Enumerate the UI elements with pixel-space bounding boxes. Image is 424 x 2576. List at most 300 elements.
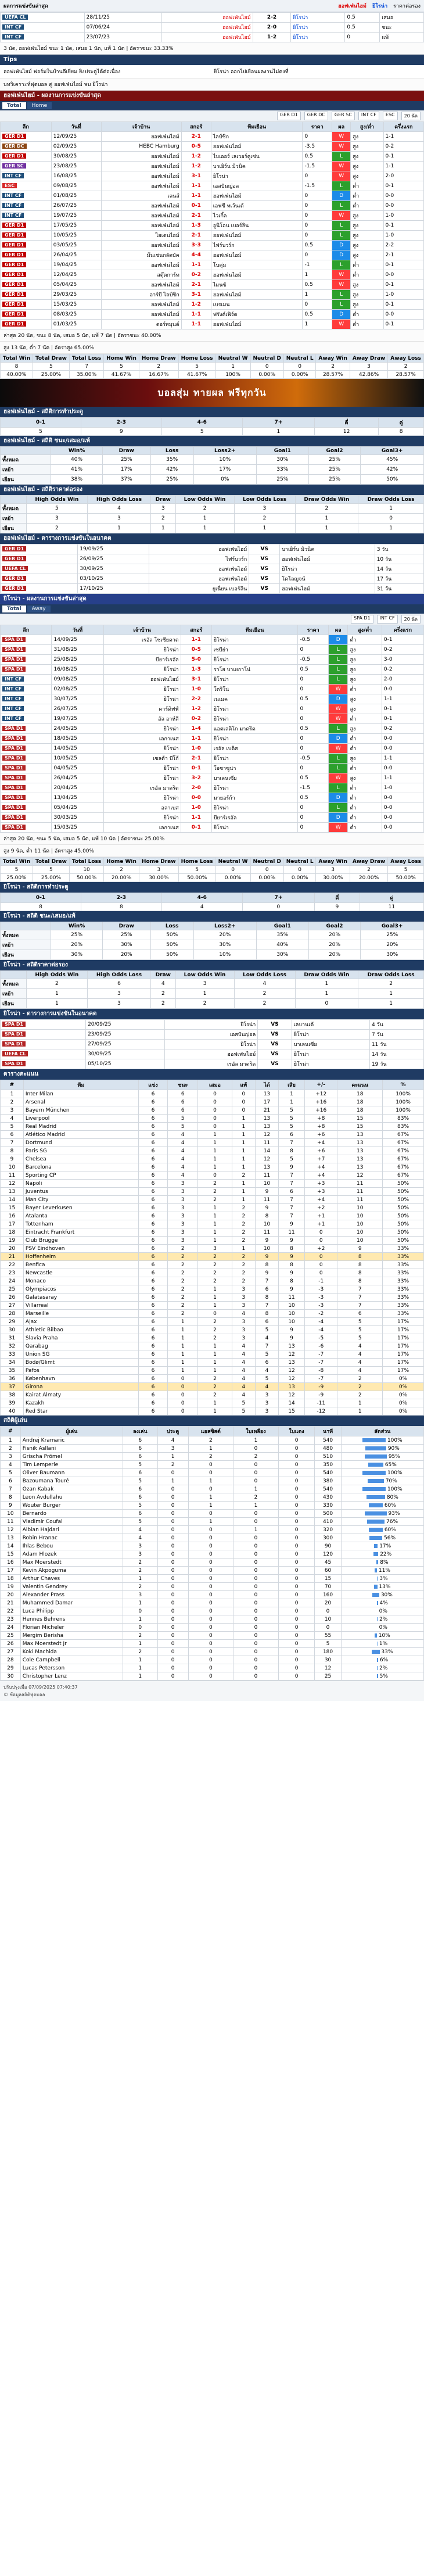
column-header: Away Loss bbox=[388, 858, 424, 866]
player-stat: 2 bbox=[233, 1453, 279, 1461]
player-name[interactable]: Valentin Gendrey bbox=[20, 1583, 123, 1591]
home-team[interactable]: เรอัล มาดริด bbox=[103, 783, 181, 793]
score: 0-2 bbox=[181, 714, 211, 724]
team-name[interactable]: Real Madrid bbox=[23, 1123, 138, 1131]
home-team[interactable]: อลาเบส bbox=[103, 803, 181, 813]
home-team[interactable]: เซลต้า บีโก้ bbox=[103, 754, 181, 764]
standings-cell: 7 bbox=[337, 1302, 383, 1310]
standings-row bbox=[1, 1123, 424, 1131]
tab-total[interactable]: Total bbox=[2, 102, 26, 109]
standings-cell: 2 bbox=[198, 1326, 232, 1334]
player-row bbox=[1, 1591, 424, 1599]
away-team[interactable]: โอซาซูน่า bbox=[211, 764, 298, 773]
standings-cell: 9 bbox=[256, 1188, 279, 1196]
filter-chip[interactable]: 20 นัด bbox=[401, 615, 421, 624]
team-name[interactable]: Bayern München bbox=[23, 1106, 138, 1115]
away-team[interactable]: บียาร์เรอัล bbox=[211, 813, 298, 823]
days-left: 31 วัน bbox=[375, 584, 423, 594]
away-team[interactable]: ไมนซ์ bbox=[211, 280, 303, 290]
team-name[interactable]: Arsenal bbox=[23, 1098, 138, 1106]
player-name[interactable]: Andrej Kramaric bbox=[20, 1436, 123, 1445]
team-name[interactable]: Athletic Bilbao bbox=[23, 1326, 138, 1334]
standings-cell: 5 bbox=[232, 1399, 256, 1407]
team-name[interactable]: Kairat Almaty bbox=[23, 1391, 138, 1399]
half-time: 0-1 bbox=[383, 320, 423, 329]
total-value: 0 bbox=[283, 363, 316, 371]
home-team[interactable]: ฮอฟเฟ่นไฮม์ bbox=[101, 221, 181, 231]
over-under: ต่ำ bbox=[348, 793, 382, 803]
home-team[interactable]: ฮอฟเฟ่นไฮม์ bbox=[149, 564, 249, 574]
away-team[interactable]: ยิโรน่า bbox=[211, 675, 298, 685]
home-team[interactable]: ฮอฟเฟ่นไฮม์ bbox=[101, 310, 181, 320]
away-team[interactable]: ยิโรน่า bbox=[292, 1030, 369, 1040]
team-name[interactable]: Paris SG bbox=[23, 1147, 138, 1155]
home-wdl-table bbox=[0, 446, 424, 485]
home-team[interactable]: ฮอฟเฟ่นไฮม์ bbox=[149, 574, 249, 584]
home-team[interactable]: อัล อาห์ลี bbox=[103, 714, 181, 724]
team-name[interactable]: Chelsea bbox=[23, 1155, 138, 1163]
standings-cell: 1 bbox=[198, 1359, 232, 1367]
home-team[interactable]: ฮอฟเฟ่นไฮม์ bbox=[149, 544, 249, 554]
away-team[interactable]: ยิโรน่า bbox=[211, 734, 298, 744]
away-team[interactable]: ฮอฟเฟ่นไฮม์ bbox=[211, 191, 303, 201]
player-name[interactable]: Vladimír Coufal bbox=[20, 1518, 123, 1526]
player-stat: 3 bbox=[157, 1445, 188, 1453]
fixture-date: 05/10/25 bbox=[86, 1059, 165, 1069]
away-team[interactable]: โบคุ่ม bbox=[211, 260, 303, 270]
filter-chip[interactable]: GER D1 bbox=[277, 112, 301, 120]
away-team[interactable]: เอสปันญ่อล bbox=[211, 181, 303, 191]
handicap: 0.5 bbox=[298, 773, 329, 783]
match-row bbox=[1, 152, 424, 162]
away-team[interactable]: ฮอฟเฟ่นไฮม์ bbox=[211, 142, 303, 152]
usage-pct: 8% bbox=[378, 1559, 389, 1565]
away-team[interactable]: ยิโรน่า bbox=[211, 704, 298, 714]
home-team[interactable]: ฮอฟเฟ่นไฮม์ bbox=[101, 201, 181, 211]
home-team[interactable]: เลกาเนส bbox=[103, 823, 181, 833]
home-team[interactable]: ยิโรน่า bbox=[103, 813, 181, 823]
league-badge: GER D1 bbox=[2, 134, 26, 139]
team-name[interactable]: Bodø/Glimt bbox=[23, 1359, 138, 1367]
usage-bar bbox=[365, 1511, 386, 1515]
league-cell bbox=[1, 241, 52, 250]
filter-chip[interactable]: GER DC bbox=[304, 112, 328, 120]
home-team[interactable]: HEBC Hamburg bbox=[101, 142, 181, 152]
team-name[interactable]: Slavia Praha bbox=[23, 1334, 138, 1342]
home-team[interactable]: ฮอฟเฟ่นไฮม์ bbox=[101, 300, 181, 310]
fixture-date: 20/09/25 bbox=[86, 1020, 165, 1030]
away-team[interactable]: ไลป์ซิก bbox=[211, 132, 303, 142]
home-team[interactable]: ยิโรน่า bbox=[103, 764, 181, 773]
stat-value: 3 bbox=[87, 514, 150, 524]
league-cell bbox=[1, 704, 52, 714]
team-name[interactable]: Girona bbox=[23, 1383, 138, 1391]
tab-away[interactable]: Away bbox=[27, 606, 51, 612]
team-name[interactable]: Sporting CP bbox=[23, 1171, 138, 1180]
away-team[interactable]: ยิโรน่า bbox=[291, 23, 345, 33]
league-cell bbox=[1, 635, 52, 645]
away-team[interactable]: ยิโรน่า bbox=[211, 823, 298, 833]
team-name[interactable]: Atlético Madrid bbox=[23, 1131, 138, 1139]
away-team[interactable]: ยิโรน่า bbox=[211, 655, 298, 665]
home-team[interactable]: ฮอฟเฟ่นไฮม์ bbox=[161, 23, 253, 33]
standings-cell: 3 bbox=[256, 1407, 279, 1416]
standings-cell: 1 bbox=[232, 1163, 256, 1171]
home-team[interactable]: ดอร์ทมุนด์ bbox=[101, 320, 181, 329]
away-team[interactable]: บาเลนเซีย bbox=[211, 773, 298, 783]
half-time: 0-1 bbox=[382, 714, 423, 724]
home-team[interactable]: ฮอฟเฟ่นไฮม์ bbox=[101, 162, 181, 171]
player-name[interactable]: Christopher Lenz bbox=[20, 1672, 123, 1681]
player-name[interactable]: Koki Machida bbox=[20, 1648, 123, 1656]
usage-cell bbox=[341, 1493, 423, 1502]
home-team[interactable]: อาร์บี ไลป์ซิก bbox=[101, 290, 181, 300]
away-team[interactable]: ยิโรน่า bbox=[292, 1049, 369, 1059]
player-stat: 0 bbox=[188, 1591, 233, 1599]
filter-chip[interactable]: INT CF bbox=[358, 112, 379, 120]
away-team[interactable]: ไวเกิ้ล bbox=[211, 211, 303, 221]
team-name[interactable]: Club Brugge bbox=[23, 1237, 138, 1245]
home-team[interactable]: เอสปันญ่อล bbox=[164, 1030, 258, 1040]
away-team[interactable]: เอฟซี ทเว้นเต้ bbox=[211, 201, 303, 211]
team-name[interactable]: Tottenham bbox=[23, 1220, 138, 1228]
player-name[interactable]: Hennes Behrens bbox=[20, 1615, 123, 1624]
stat-value: 50% bbox=[150, 950, 193, 960]
team-name[interactable]: Man City bbox=[23, 1196, 138, 1204]
away-team[interactable]: ฮอฟเฟ่นไฮม์ bbox=[211, 320, 303, 329]
column-header: สูง/ต่ำ bbox=[348, 625, 382, 635]
total-value: 0 bbox=[250, 866, 283, 874]
match-date: 16/08/25 bbox=[51, 171, 101, 181]
player-name[interactable]: Robin Hranac bbox=[20, 1534, 123, 1542]
filter-chip[interactable]: SPA D1 bbox=[351, 615, 373, 624]
home-team[interactable]: ฮอฟเฟ่นไฮม์ bbox=[101, 260, 181, 270]
stat-row bbox=[1, 950, 424, 960]
team-name[interactable]: Dortmund bbox=[23, 1139, 138, 1147]
standings-cell: 7 bbox=[279, 1139, 305, 1147]
half-time: 1-1 bbox=[383, 132, 423, 142]
team-name[interactable]: Marseille bbox=[23, 1310, 138, 1318]
promo-banner[interactable] bbox=[0, 379, 424, 407]
team-name[interactable]: Hoffenheim bbox=[23, 1253, 138, 1261]
handicap: 0 bbox=[303, 211, 332, 221]
away-team[interactable]: เบรเมน bbox=[211, 300, 303, 310]
home-team[interactable]: ยิโรน่า bbox=[164, 1040, 258, 1049]
player-name[interactable]: Leon Avdullahu bbox=[20, 1493, 123, 1502]
stat-row bbox=[1, 930, 424, 940]
team-name[interactable]: Villarreal bbox=[23, 1302, 138, 1310]
tab-total-away[interactable]: Total bbox=[2, 606, 26, 612]
column-header: Draw bbox=[102, 447, 150, 455]
away-team[interactable]: ฮอฟเฟ่นไฮม์ bbox=[280, 554, 375, 564]
standings-cell: 23 bbox=[1, 1269, 24, 1277]
home-team[interactable]: ยิโรน่า bbox=[103, 645, 181, 655]
away-team[interactable]: โตริโน่ bbox=[211, 685, 298, 694]
usage-cell bbox=[341, 1607, 423, 1615]
player-row bbox=[1, 1469, 424, 1477]
away-team[interactable]: ยิโรน่า bbox=[280, 564, 375, 574]
team-name[interactable]: Qarabag bbox=[23, 1342, 138, 1350]
player-stat: 0 bbox=[157, 1542, 188, 1550]
away-team[interactable]: ยิโรน่า bbox=[211, 714, 298, 724]
match-date: 08/03/25 bbox=[51, 310, 101, 320]
player-name[interactable]: Wouter Burger bbox=[20, 1502, 123, 1510]
standings-cell: 11 bbox=[337, 1196, 383, 1204]
home-team[interactable]: ฮอฟเฟ่นไฮม์ bbox=[101, 211, 181, 221]
team-name[interactable]: Union SG bbox=[23, 1350, 138, 1359]
team-name[interactable]: Napoli bbox=[23, 1180, 138, 1188]
home-team[interactable]: ยิโรน่า bbox=[103, 724, 181, 734]
home-team[interactable]: ยิโรน่า bbox=[103, 744, 181, 754]
standings-cell: 14 bbox=[279, 1399, 305, 1407]
home-team[interactable]: ยิโรน่า bbox=[103, 685, 181, 694]
away-team[interactable]: ฮอฟเฟ่นไฮม์ bbox=[211, 231, 303, 241]
away-team[interactable]: ฮอฟเฟ่นไฮม์ bbox=[211, 270, 303, 280]
team-name[interactable]: Inter Milan bbox=[23, 1090, 138, 1098]
player-stat: 45 bbox=[315, 1559, 341, 1567]
standings-cell: 2 bbox=[168, 1294, 198, 1302]
player-name[interactable]: Cole Campbell bbox=[20, 1656, 123, 1664]
away-team[interactable]: บาเลนเซีย bbox=[292, 1040, 369, 1049]
player-name[interactable]: Kevin Akpoguma bbox=[20, 1567, 123, 1575]
standings-cell: 9 bbox=[279, 1334, 305, 1342]
home-team[interactable]: ฮอฟเฟ่นไฮม์ bbox=[161, 33, 253, 42]
goal-value: 8 bbox=[81, 903, 161, 911]
over-under: ต่ำ bbox=[348, 714, 382, 724]
standings-cell: 0 bbox=[232, 1098, 256, 1106]
player-name[interactable]: Fisnik Asllani bbox=[20, 1445, 123, 1453]
away-team[interactable]: ยิโรน่า bbox=[211, 783, 298, 793]
team-name[interactable]: Olympiacos bbox=[23, 1285, 138, 1294]
league-cell bbox=[1, 231, 52, 241]
team-name[interactable]: København bbox=[23, 1375, 138, 1383]
player-name[interactable]: Max Moerstedt Jr bbox=[20, 1640, 123, 1648]
home-team[interactable]: ยิโรน่า bbox=[103, 773, 181, 783]
home-team[interactable]: ฮอฟเฟ่นไฮม์ bbox=[101, 171, 181, 181]
away-odds-table bbox=[0, 970, 424, 1009]
home-team[interactable]: เรอัล มาดริด bbox=[164, 1059, 258, 1069]
standings-cell: 50% bbox=[383, 1228, 424, 1237]
player-name[interactable]: Tim Lemperle bbox=[20, 1461, 123, 1469]
standings-cell: 4 bbox=[337, 1359, 383, 1367]
home-team[interactable]: ยิโรน่า bbox=[103, 665, 181, 675]
player-name[interactable]: Max Moerstedt bbox=[20, 1559, 123, 1567]
team-name[interactable]: Red Star bbox=[23, 1407, 138, 1416]
away-team[interactable]: เซบีย่า bbox=[211, 645, 298, 655]
team-name[interactable]: Barcelona bbox=[23, 1163, 138, 1171]
standings-cell: 6 bbox=[138, 1285, 168, 1294]
player-stat: 0 bbox=[157, 1534, 188, 1542]
home-team[interactable]: ฮอฟเฟ่นไฮม์ bbox=[161, 13, 253, 23]
away-team[interactable]: มายอร์ก้า bbox=[211, 793, 298, 803]
player-name[interactable]: Florian Micheler bbox=[20, 1624, 123, 1632]
team-name[interactable]: Pafos bbox=[23, 1367, 138, 1375]
player-name[interactable]: Luca Philipp bbox=[20, 1607, 123, 1615]
away-team[interactable]: แอตเลติโก มาดริด bbox=[211, 724, 298, 734]
team-name[interactable]: Kazakh bbox=[23, 1399, 138, 1407]
home-team[interactable]: เรอัล โซเซียดาด bbox=[103, 635, 181, 645]
tab-home[interactable]: Home bbox=[27, 102, 52, 109]
match-row bbox=[1, 171, 424, 181]
player-stat: 22 bbox=[1, 1607, 21, 1615]
match-date: 13/04/25 bbox=[52, 793, 103, 803]
home-team[interactable]: ฮอฟเฟ่นไฮม์ bbox=[101, 280, 181, 290]
home-team[interactable]: มึนเช่นกลัดบัค bbox=[101, 250, 181, 260]
home-team[interactable]: ยิโรน่า bbox=[103, 793, 181, 803]
away-team[interactable]: ฟรังค์เฟิร์ต bbox=[211, 310, 303, 320]
player-name[interactable]: Adam Hlozek bbox=[20, 1550, 123, 1559]
away-team[interactable]: ยิโรน่า bbox=[291, 33, 345, 42]
result-badge: D bbox=[329, 734, 348, 744]
result-badge: L bbox=[329, 783, 348, 793]
home-team[interactable]: ไฮเดนไฮม์ bbox=[101, 231, 181, 241]
player-stat: 0 bbox=[157, 1469, 188, 1477]
player-name[interactable]: Mergim Berisha bbox=[20, 1632, 123, 1640]
player-stat: 11 bbox=[1, 1518, 21, 1526]
player-stat: 0 bbox=[188, 1599, 233, 1607]
player-name[interactable]: Muhammed Damar bbox=[20, 1599, 123, 1607]
player-stat: 0 bbox=[188, 1615, 233, 1624]
home-team[interactable]: ฮอฟเฟ่นไฮม์ bbox=[101, 241, 181, 250]
home-team[interactable]: ยิโรน่า bbox=[164, 1020, 258, 1030]
standings-cell: 12 bbox=[279, 1375, 305, 1383]
team-name[interactable]: Ajax bbox=[23, 1318, 138, 1326]
filter-chip[interactable]: INT CF bbox=[377, 615, 398, 624]
standings-cell: 12 bbox=[337, 1171, 383, 1180]
away-team[interactable]: บาเยิร์น มิวนิค bbox=[211, 162, 303, 171]
home-team[interactable]: ไฟร์บวร์ก bbox=[149, 554, 249, 564]
player-name[interactable]: Bernardo bbox=[20, 1510, 123, 1518]
standings-cell: 10 bbox=[337, 1237, 383, 1245]
player-stat: 16 bbox=[1, 1559, 21, 1567]
team-name[interactable]: Bayer Leverkusen bbox=[23, 1204, 138, 1212]
team-name[interactable]: Atalanta bbox=[23, 1212, 138, 1220]
home-team[interactable]: ยูเนี่ยน เบอร์ลิน bbox=[149, 584, 249, 594]
player-name[interactable]: Lucas Petersson bbox=[20, 1664, 123, 1672]
match-date: 07/06/24 bbox=[84, 23, 161, 33]
standings-cell: 1 bbox=[279, 1098, 305, 1106]
standings-cell: 2 bbox=[337, 1375, 383, 1383]
total-pct: 42.86% bbox=[350, 371, 387, 379]
player-row bbox=[1, 1542, 424, 1550]
league-cell bbox=[1, 260, 52, 270]
away-team[interactable]: ไบเออร์ เลเวอร์คูเซ่น bbox=[211, 152, 303, 162]
result-badge: D bbox=[332, 310, 351, 320]
home-team[interactable]: ฮอฟเฟ่นไฮม์ bbox=[101, 181, 181, 191]
away-team[interactable]: ยิโรน่า bbox=[292, 1059, 369, 1069]
away-team[interactable]: โคโลญจน์ bbox=[280, 574, 375, 584]
column-header: ราคา bbox=[298, 625, 329, 635]
league-cell bbox=[1, 734, 52, 744]
away-team[interactable]: ราโย บาเยกาโน่ bbox=[211, 665, 298, 675]
player-name[interactable]: Bazoumana Touré bbox=[20, 1477, 123, 1485]
standings-cell: 4 bbox=[232, 1391, 256, 1399]
player-name[interactable]: Arthur Chaves bbox=[20, 1575, 123, 1583]
column-header: Neutral L bbox=[283, 354, 316, 363]
home-team[interactable]: เลกาเนส bbox=[103, 734, 181, 744]
away-team[interactable]: ฮอฟเฟ่นไฮม์ bbox=[211, 290, 303, 300]
usage-cell bbox=[341, 1672, 423, 1681]
player-name[interactable]: Ozan Kabak bbox=[20, 1485, 123, 1493]
player-name[interactable]: Ihlas Bebou bbox=[20, 1542, 123, 1550]
standings-cell: 11 bbox=[256, 1171, 279, 1180]
away-team[interactable]: ยิโรน่า bbox=[211, 635, 298, 645]
home-team[interactable]: ยิโรน่า bbox=[103, 694, 181, 704]
stat-value: 4 bbox=[151, 979, 176, 989]
standings-cell: 100% bbox=[383, 1098, 424, 1106]
away-team[interactable]: ยิโรน่า bbox=[291, 13, 345, 23]
away-team[interactable]: ยิโรน่า bbox=[211, 171, 303, 181]
away-team[interactable]: ยิโรน่า bbox=[211, 754, 298, 764]
away-team[interactable]: ฮอฟเฟ่นไฮม์ bbox=[211, 250, 303, 260]
team-name[interactable]: Liverpool bbox=[23, 1115, 138, 1123]
usage-pct: 13% bbox=[377, 1583, 391, 1590]
filter-chip[interactable]: 20 นัด bbox=[401, 112, 421, 120]
home-team[interactable]: เลนส์ bbox=[101, 191, 181, 201]
away-team[interactable]: บาเยิร์น มิวนิค bbox=[280, 544, 375, 554]
player-name[interactable]: Albian Hajdari bbox=[20, 1526, 123, 1534]
home-team[interactable]: บียาร์เรอัล bbox=[103, 655, 181, 665]
team-name[interactable]: Monaco bbox=[23, 1277, 138, 1285]
player-stat: 26 bbox=[1, 1640, 21, 1648]
filter-chip[interactable]: GER SC bbox=[332, 112, 355, 120]
column-header: สูง/ต่ำ bbox=[351, 122, 383, 132]
standings-cell: 3 bbox=[168, 1188, 198, 1196]
player-name[interactable]: Alexander Prass bbox=[20, 1591, 123, 1599]
away-team[interactable]: ยิโรน่า bbox=[211, 803, 298, 813]
standings-table bbox=[0, 1080, 424, 1416]
home-team[interactable]: ฮอฟเฟ่นไฮม์ bbox=[164, 1049, 258, 1059]
away-team[interactable]: เรอัล เบติส bbox=[211, 744, 298, 754]
away-team[interactable]: ไฟร์บวร์ก bbox=[211, 241, 303, 250]
usage-cell bbox=[341, 1526, 423, 1534]
page-footer bbox=[0, 1681, 424, 1701]
home-team[interactable]: ฮอฟเฟ่นไฮม์ bbox=[103, 675, 181, 685]
team-name[interactable]: PSV Eindhoven bbox=[23, 1245, 138, 1253]
player-stat: 55 bbox=[315, 1632, 341, 1640]
column-header bbox=[1, 496, 27, 504]
away-team[interactable]: เลบานเต้ bbox=[292, 1020, 369, 1030]
team-name[interactable]: Juventus bbox=[23, 1188, 138, 1196]
team-name[interactable]: Newcastle bbox=[23, 1269, 138, 1277]
player-name[interactable]: Oliver Baumann bbox=[20, 1469, 123, 1477]
away-team[interactable]: ฮอฟเฟ่นไฮม์ bbox=[280, 584, 375, 594]
column-header: คี่ bbox=[314, 418, 378, 428]
player-stat: 540 bbox=[315, 1485, 341, 1493]
player-row bbox=[1, 1436, 424, 1445]
league-badge: SPA D1 bbox=[2, 765, 26, 771]
team-name[interactable]: Eintracht Frankfurt bbox=[23, 1228, 138, 1237]
filter-chip[interactable]: ESC bbox=[383, 112, 398, 120]
home-team[interactable]: คาร์ดิฟฟ์ bbox=[103, 704, 181, 714]
home-team[interactable]: ฮอฟเฟ่นไฮม์ bbox=[101, 152, 181, 162]
away-team[interactable]: อูนิโอน เบอร์ลิน bbox=[211, 221, 303, 231]
team-name[interactable]: Galatasaray bbox=[23, 1294, 138, 1302]
goal-value: 9 bbox=[314, 903, 360, 911]
standings-cell: +12 bbox=[305, 1090, 337, 1098]
standings-cell: 3 bbox=[232, 1318, 256, 1326]
league-cell bbox=[1, 290, 52, 300]
standings-cell: 11 bbox=[256, 1196, 279, 1204]
away-team[interactable]: เนเมค bbox=[211, 694, 298, 704]
standings-cell: -4 bbox=[305, 1326, 337, 1334]
league-badge: GER D1 bbox=[2, 252, 26, 257]
team-name[interactable]: Benfica bbox=[23, 1261, 138, 1269]
player-name[interactable]: Grischa Prömel bbox=[20, 1453, 123, 1461]
home-team[interactable]: สตุ๊ตการ์ท bbox=[101, 270, 181, 280]
home-team[interactable]: ฮอฟเฟ่นไฮม์ bbox=[101, 132, 181, 142]
player-stat: 0 bbox=[278, 1664, 314, 1672]
